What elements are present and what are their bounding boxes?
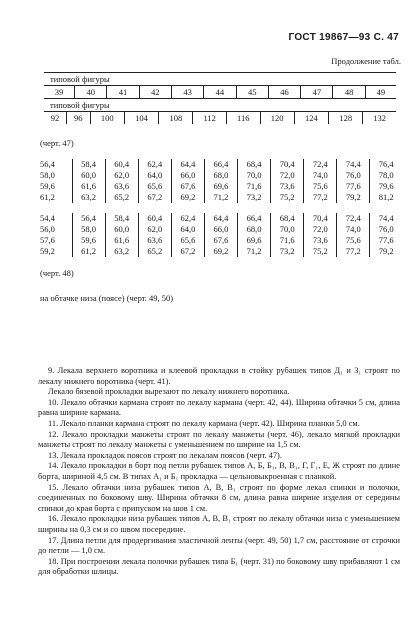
page-header: ГОСТ 19867—93 С. 47 bbox=[288, 32, 399, 43]
table-row bbox=[40, 170, 402, 181]
table-cell: 62,4 bbox=[138, 159, 171, 170]
table-cell: 45 bbox=[236, 86, 268, 99]
table-cell: 72,0 bbox=[271, 170, 304, 181]
table-caption: типовой фигуры bbox=[44, 73, 396, 86]
table-row bbox=[40, 159, 402, 170]
instruction-paragraph: 12. Лекало прокладки манжеты строят по лекалу манжеты (черт. 46), лекало мягкой прокладки манжеты строят по лекалу манжеты с уменьшением по ширине на 1,5 см. bbox=[38, 429, 400, 450]
table-cell: 62,0 bbox=[105, 170, 138, 181]
table-cell: 66,0 bbox=[171, 170, 204, 181]
table-cell: 69,6 bbox=[238, 235, 271, 246]
table-cell: 70,0 bbox=[238, 170, 271, 181]
table-cell: 69,6 bbox=[204, 181, 237, 192]
table-cell: 68,0 bbox=[238, 224, 271, 235]
table-cell: 64,0 bbox=[171, 224, 204, 235]
table-cell: 54,4 bbox=[40, 213, 55, 223]
table-cell: 73,2 bbox=[238, 192, 271, 203]
table-cell: 64,0 bbox=[138, 170, 171, 181]
table-cell: 68,4 bbox=[238, 159, 271, 170]
table-cell: 64,4 bbox=[204, 213, 237, 224]
table-cell: 67,2 bbox=[171, 246, 204, 257]
table-cell: 66,4 bbox=[204, 159, 237, 170]
table-continuation-label: Продолжение табл. bbox=[331, 56, 401, 66]
table-cell: 77,2 bbox=[337, 246, 370, 257]
table-row bbox=[40, 213, 402, 224]
table-cell: 76,0 bbox=[337, 170, 370, 181]
table-cell: 79,2 bbox=[370, 246, 402, 257]
table-cell: 77,2 bbox=[304, 192, 337, 203]
table-cell: 48 bbox=[333, 86, 365, 99]
table-cell: 64,4 bbox=[171, 159, 204, 170]
table-cell: 73,6 bbox=[271, 181, 304, 192]
table-cell: 57,6 bbox=[40, 235, 55, 245]
table-cell: 75,2 bbox=[271, 192, 304, 203]
table-cell: 63,6 bbox=[138, 235, 171, 246]
table-cell: 39 bbox=[54, 87, 64, 97]
figure-size-table-2 bbox=[44, 98, 396, 124]
values-grid-47 bbox=[40, 159, 402, 203]
table-cell: 116 bbox=[226, 112, 260, 125]
table-cell: 96 bbox=[66, 112, 90, 125]
table-cell: 61,2 bbox=[40, 192, 55, 202]
table-cell: 59,6 bbox=[40, 181, 55, 191]
table-cell: 73,2 bbox=[271, 246, 304, 257]
table-cell: 79,2 bbox=[337, 192, 370, 203]
table-cell: 69,2 bbox=[171, 192, 204, 203]
table-cell: 63,2 bbox=[105, 246, 138, 257]
table-cell: 41 bbox=[107, 86, 139, 99]
table-cell: 61,6 bbox=[105, 235, 138, 246]
figure-reference-48: (черт. 48) bbox=[40, 268, 74, 278]
table-cell: 68,0 bbox=[204, 170, 237, 181]
instruction-paragraph: 13. Лекала прокладок поясов строят по лекалам поясов (черт. 47). bbox=[48, 450, 282, 460]
table-cell: 60,4 bbox=[105, 159, 138, 170]
table-row bbox=[40, 181, 402, 192]
table-cell: 67,2 bbox=[138, 192, 171, 203]
table-cell: 59,2 bbox=[40, 246, 55, 256]
instruction-paragraph: 11. Лекало планки кармана строят по лекалу кармана (черт. 42). Ширина планки 5,0 см. bbox=[48, 418, 360, 428]
table-cell: 65,2 bbox=[138, 246, 171, 257]
table-row bbox=[40, 246, 402, 257]
table-cell: 74,4 bbox=[370, 213, 402, 224]
table-cell: 58,4 bbox=[72, 159, 105, 170]
table-row bbox=[40, 235, 402, 246]
table-cell: 67,6 bbox=[171, 181, 204, 192]
table-cell: 75,2 bbox=[304, 246, 337, 257]
table-cell: 65,6 bbox=[138, 181, 171, 192]
table-cell: 132 bbox=[363, 112, 396, 125]
table-cell: 74,4 bbox=[337, 159, 370, 170]
table-cell: 70,4 bbox=[304, 213, 337, 224]
table-cell: 61,6 bbox=[72, 181, 105, 192]
table-cell: 65,6 bbox=[171, 235, 204, 246]
instruction-paragraph: 10. Лекало обтачки кармана строят по лекалу кармана (черт. 42, 44). Ширина обтачки 5 см, длина равна ширине кармана. bbox=[38, 397, 400, 418]
table-cell: 72,0 bbox=[304, 224, 337, 235]
table-cell: 68,4 bbox=[271, 213, 304, 224]
table-cell: 71,6 bbox=[238, 181, 271, 192]
table-cell: 77,6 bbox=[370, 235, 402, 246]
table-cell: 79,6 bbox=[370, 181, 402, 192]
table-cell: 112 bbox=[193, 112, 227, 125]
table-cell: 40 bbox=[75, 86, 107, 99]
table-cell: 63,2 bbox=[72, 192, 105, 203]
table-cell: 66,4 bbox=[238, 213, 271, 224]
table-cell: 92 bbox=[50, 113, 60, 123]
table-cell: 71,2 bbox=[204, 192, 237, 203]
table-cell: 67,6 bbox=[204, 235, 237, 246]
table-cell: 56,4 bbox=[72, 213, 105, 224]
instruction-paragraph: Лекало бязевой прокладки вырезают по лекалу нижнего воротника. bbox=[48, 387, 290, 397]
table-cell: 58,0 bbox=[72, 224, 105, 235]
numbered-instructions bbox=[38, 366, 400, 578]
table-cell: 76,4 bbox=[370, 159, 402, 170]
table-cell: 46 bbox=[268, 86, 300, 99]
table-cell: 78,0 bbox=[370, 170, 402, 181]
table-cell: 81,2 bbox=[370, 192, 402, 203]
table-cell: 56,0 bbox=[40, 224, 55, 234]
figure-reference-47: (черт. 47) bbox=[40, 138, 74, 148]
instruction-paragraph: 18. При построении лекала полочки рубашек типа Б₁ (черт. 31) по боковому шву прибавляют 1 см для обработки шлицы. bbox=[38, 556, 400, 577]
instruction-paragraph: 9. Лекала верхнего воротника и клеевой прокладки в стойку рубашек типов Д₁ и З₁ строят по лекалу нижнего воротника (черт. 41). bbox=[38, 366, 400, 386]
table-cell: 56,4 bbox=[40, 159, 55, 169]
table-cell: 61,2 bbox=[72, 246, 105, 257]
table-cell: 71,2 bbox=[238, 246, 271, 257]
table-cell: 120 bbox=[260, 112, 294, 125]
instruction-paragraph: 14. Лекало прокладки в борт под петли рубашек типов А, Б, Б₁, В, В₁, Г, Г₁, Е, Ж строят по длине борта, шириной 4,5 см. В типах А₁ и Б₁ прокладка — цельновыкроенная с планкой. bbox=[38, 461, 400, 481]
values-grid-48 bbox=[40, 213, 402, 257]
table-cell: 59,6 bbox=[72, 235, 105, 246]
table-cell: 104 bbox=[124, 112, 158, 125]
table-cell: 66,0 bbox=[204, 224, 237, 235]
table-cell: 63,6 bbox=[105, 181, 138, 192]
table-row bbox=[40, 224, 402, 235]
table-cell: 43 bbox=[171, 86, 203, 99]
figure-size-table-1 bbox=[44, 72, 396, 98]
table-cell: 124 bbox=[294, 112, 328, 125]
table-cell: 42 bbox=[139, 86, 171, 99]
table-cell: 60,0 bbox=[72, 170, 105, 181]
table-cell: 70,0 bbox=[271, 224, 304, 235]
table-cell: 72,4 bbox=[304, 159, 337, 170]
table-cell: 128 bbox=[329, 112, 363, 125]
table-cell: 58,0 bbox=[40, 170, 55, 180]
instruction-paragraph: 16. Лекало прокладки низа рубашек типов А, В, В₁ строят по лекалу обтачки низа с уменьшением ширины на 0,3 см и со швом посередине. bbox=[38, 514, 400, 534]
instruction-paragraph: 15. Лекало обтачки низа рубашек типов А, В, В₁ строят по форме лекал спинки и полочки, соединенных по боковому шву. Ширина обтачки 8 см, длина равна ширине изделия от середины спинки до края борта с припуском на шов 1 см. bbox=[38, 482, 400, 513]
table-cell: 62,4 bbox=[171, 213, 204, 224]
table-cell: 62,0 bbox=[138, 224, 171, 235]
table-cell: 49 bbox=[365, 86, 396, 99]
table-cell: 60,0 bbox=[105, 224, 138, 235]
table-cell: 100 bbox=[90, 112, 124, 125]
table-cell: 44 bbox=[204, 86, 236, 99]
table-cell: 73,6 bbox=[304, 235, 337, 246]
table-row bbox=[40, 192, 402, 203]
section-label: на обтачке низа (поясе) (черт. 49, 50) bbox=[40, 293, 174, 303]
table-cell: 72,4 bbox=[337, 213, 370, 224]
table-cell: 75,6 bbox=[304, 181, 337, 192]
table-cell: 58,4 bbox=[105, 213, 138, 224]
table-cell: 60,4 bbox=[138, 213, 171, 224]
table-cell: 74,0 bbox=[337, 224, 370, 235]
table-cell: 74,0 bbox=[304, 170, 337, 181]
table-cell: 108 bbox=[159, 112, 193, 125]
table-caption: типовой фигуры bbox=[44, 99, 396, 112]
instruction-paragraph: 17. Длина петли для продергивания эластичной ленты (черт. 49, 50) 1,7 см, расстояние от строчки до петли — 1,0 см. bbox=[38, 535, 400, 556]
table-cell: 76,0 bbox=[370, 224, 402, 235]
table-cell: 70,4 bbox=[271, 159, 304, 170]
table-cell: 65,2 bbox=[105, 192, 138, 203]
table-cell: 47 bbox=[301, 86, 333, 99]
table-cell: 71,6 bbox=[271, 235, 304, 246]
table-cell: 69,2 bbox=[204, 246, 237, 257]
table-cell: 77,6 bbox=[337, 181, 370, 192]
table-cell: 75,6 bbox=[337, 235, 370, 246]
